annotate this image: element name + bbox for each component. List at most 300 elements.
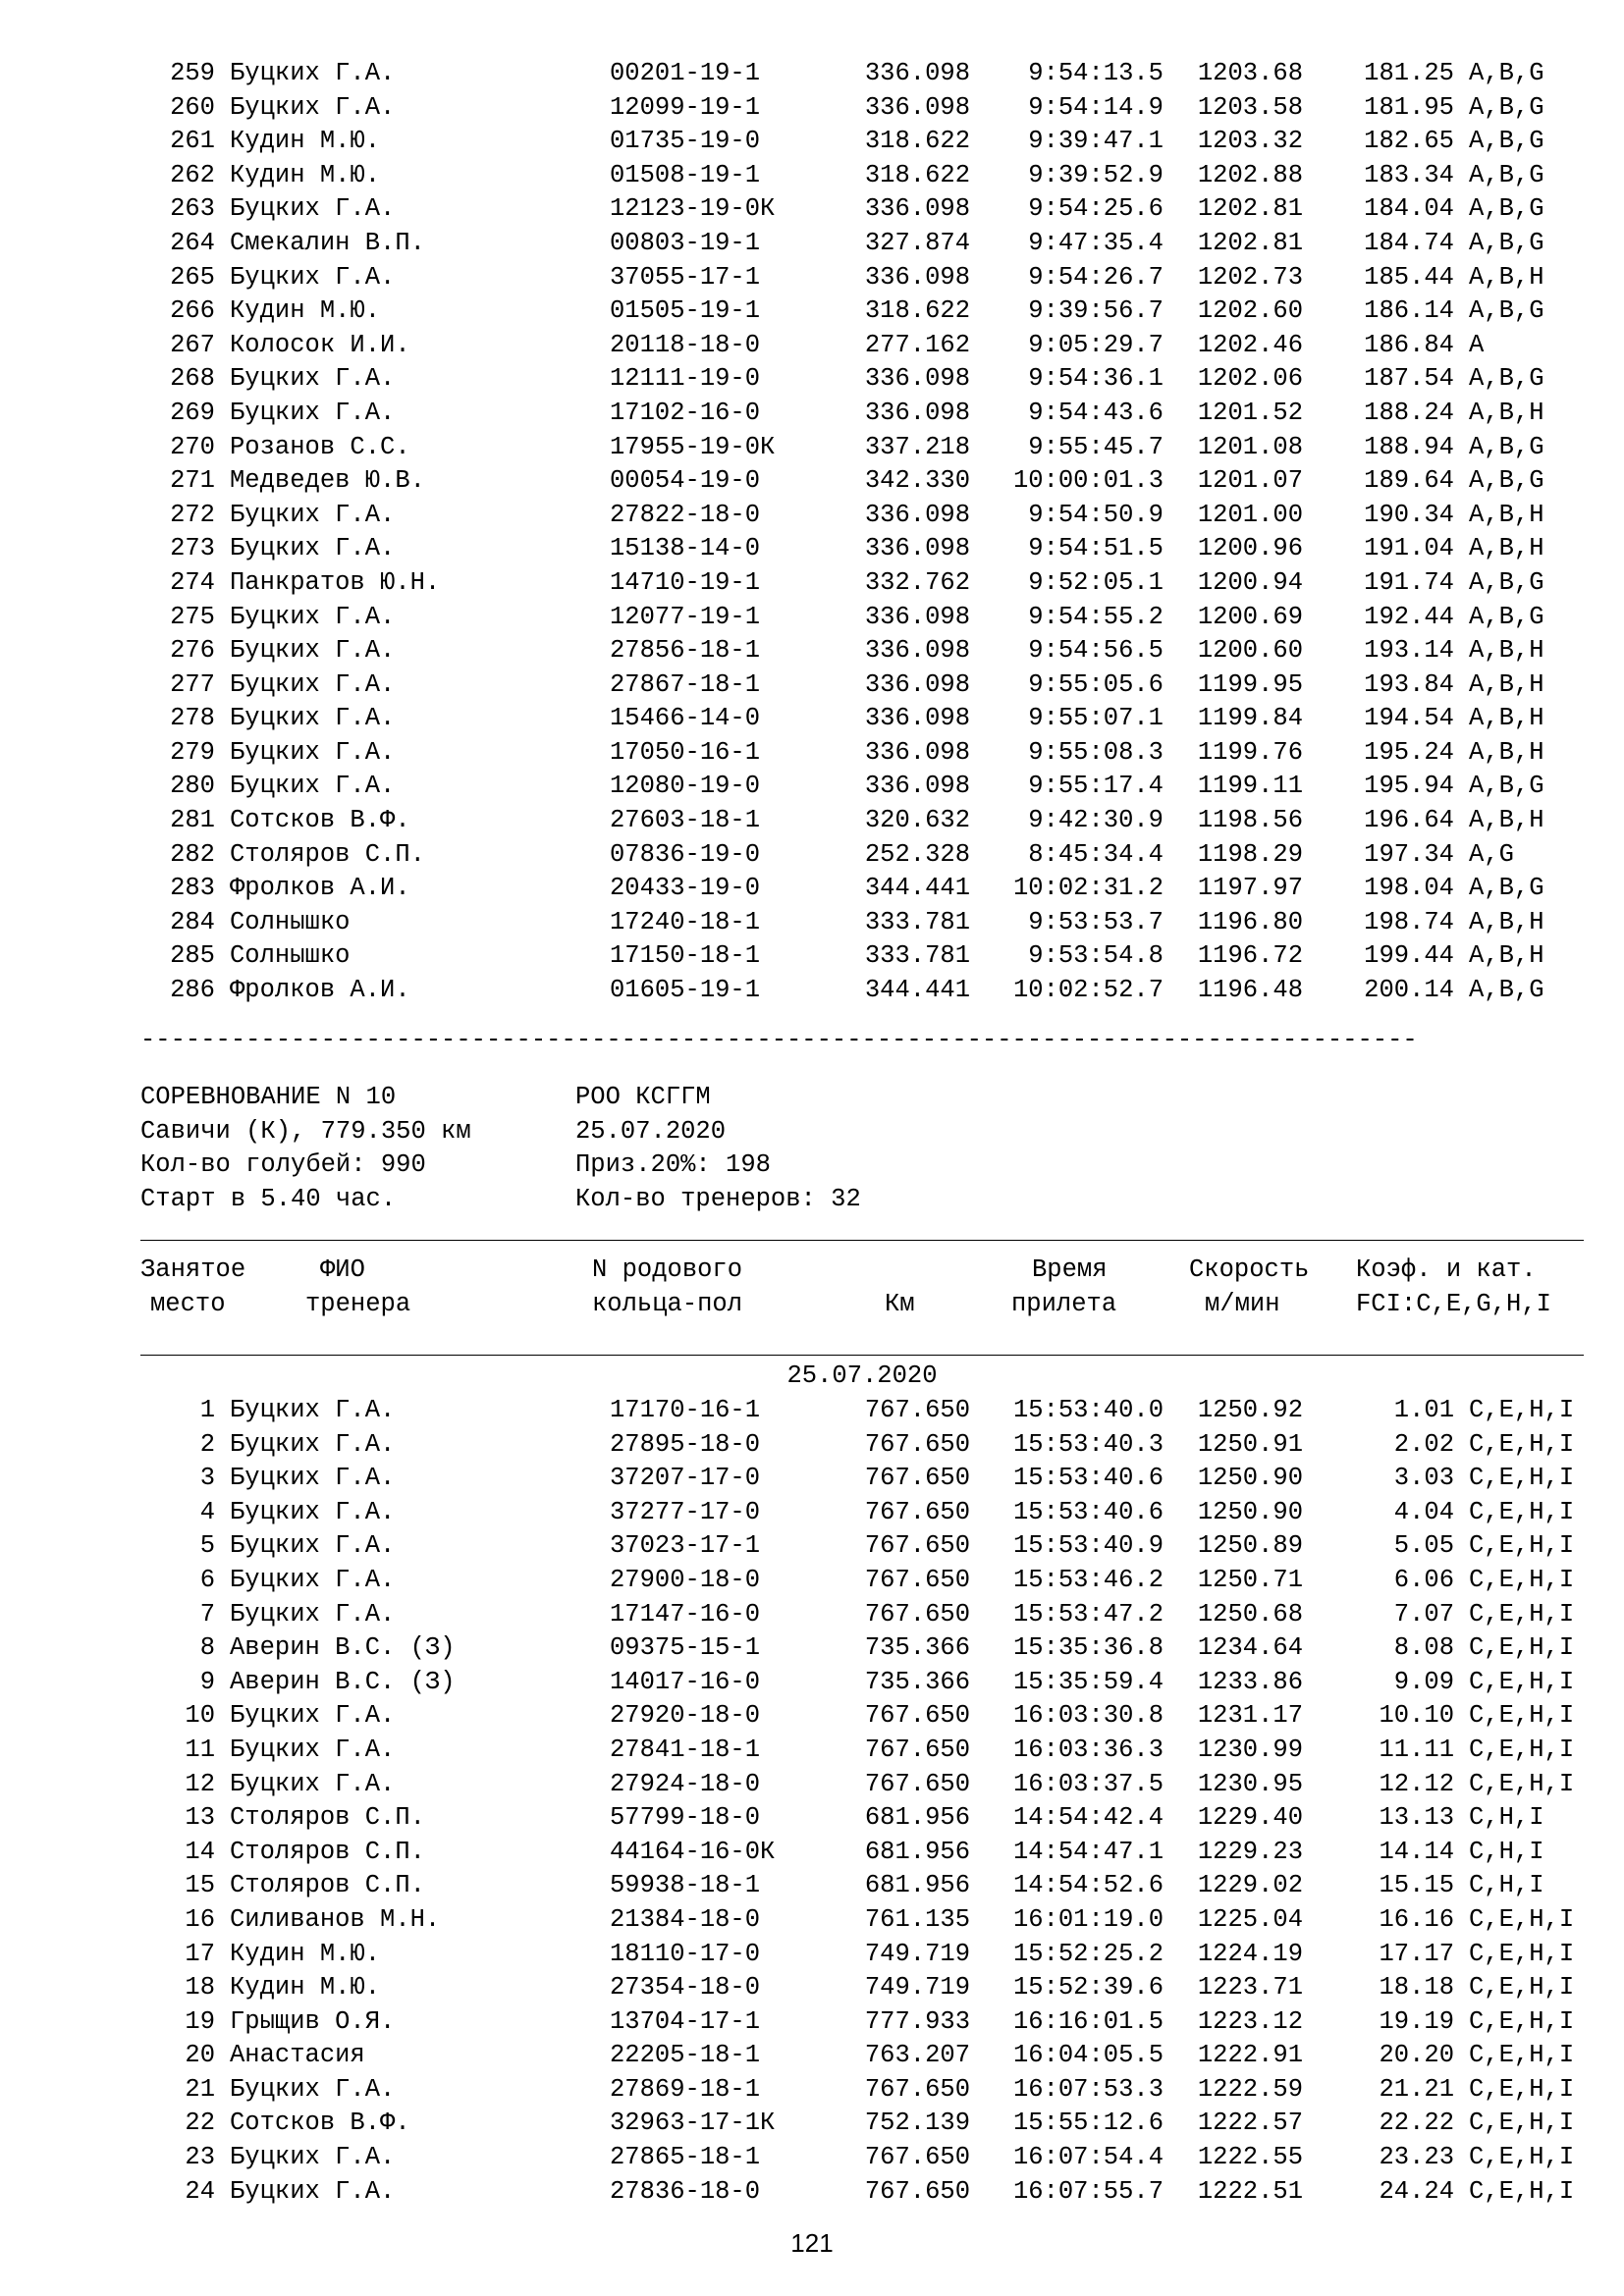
arrival-time-cell: 9:05:29.7: [1028, 330, 1164, 359]
ring-number-cell: 37207-17-0: [610, 1464, 761, 1493]
place-cell: 15: [185, 1871, 215, 1900]
distance-cell: 767.650: [864, 1701, 970, 1731]
arrival-time-cell: 9:55:07.1: [1028, 704, 1164, 733]
coefficient-cell: 200.14: [1364, 976, 1454, 1005]
trainer-name-cell: Колосок И.И.: [230, 330, 410, 359]
place-cell: 263: [170, 194, 215, 224]
distance-cell: 763.207: [864, 2041, 970, 2070]
prize-count: Приз.20%: 198: [575, 1150, 771, 1180]
distance-cell: 336.098: [864, 772, 970, 801]
speed-cell: 1230.99: [1197, 1735, 1303, 1764]
arrival-time-cell: 8:45:34.4: [1028, 839, 1164, 869]
trainer-name-cell: Столяров С.П.: [230, 1837, 425, 1866]
place-cell: 8: [199, 1633, 215, 1663]
trainer-name-cell: Силиванов М.Н.: [230, 1904, 441, 1934]
ring-number-cell: 27865-18-1: [610, 2143, 761, 2172]
place-cell: 278: [170, 704, 215, 733]
arrival-time-cell: 15:35:59.4: [1012, 1667, 1164, 1696]
distance-cell: 344.441: [864, 976, 970, 1005]
speed-cell: 1203.58: [1197, 92, 1303, 122]
place-cell: 5: [199, 1531, 215, 1561]
place-cell: 260: [170, 92, 215, 122]
coefficient-cell: 3.03: [1393, 1464, 1454, 1493]
trainer-name-cell: Фролков А.И.: [230, 976, 410, 1005]
coefficient-cell: 191.74: [1364, 567, 1454, 597]
category-cell: C,E,H,I: [1469, 2109, 1575, 2138]
arrival-time-cell: 9:54:36.1: [1028, 364, 1164, 394]
trainer-name-cell: Аверин В.С. (З): [230, 1633, 456, 1663]
organization: РОО КСГГМ: [575, 1083, 711, 1111]
header-top-rule: [140, 1240, 1584, 1241]
speed-cell: 1230.95: [1197, 1769, 1303, 1798]
header-time-2: прилета: [1011, 1290, 1117, 1318]
place-cell: 24: [185, 2176, 215, 2206]
header-ring-1: N родового: [592, 1255, 743, 1284]
place-cell: 18: [185, 1973, 215, 2002]
header-place-1: Занятое: [140, 1255, 246, 1284]
coefficient-cell: 11.11: [1379, 1735, 1454, 1764]
header-bottom-rule: [140, 1355, 1584, 1356]
arrival-time-cell: 9:39:56.7: [1028, 296, 1164, 326]
speed-cell: 1202.60: [1197, 296, 1303, 326]
speed-cell: 1203.68: [1197, 59, 1303, 87]
category-cell: A,B,H: [1469, 806, 1544, 835]
ring-number-cell: 14710-19-1: [610, 567, 761, 597]
header-place-2: место: [150, 1290, 226, 1318]
ring-number-cell: 17170-16-1: [610, 1396, 761, 1424]
category-cell: A,B,G: [1469, 92, 1544, 122]
category-cell: C,E,H,I: [1469, 1599, 1575, 1629]
arrival-time-cell: 9:42:30.9: [1028, 806, 1164, 835]
trainer-name-cell: Розанов С.С.: [230, 432, 410, 461]
ring-number-cell: 17240-18-1: [610, 907, 761, 936]
distance-cell: 336.098: [864, 534, 970, 563]
speed-cell: 1229.02: [1197, 1871, 1303, 1900]
trainer-name-cell: Фролков А.И.: [230, 874, 410, 903]
place-cell: 13: [185, 1803, 215, 1833]
distance-cell: 767.650: [864, 1429, 970, 1459]
ring-number-cell: 37023-17-1: [610, 1531, 761, 1561]
ring-number-cell: 15466-14-0: [610, 704, 761, 733]
trainer-name-cell: Буцких Г.А.: [230, 737, 396, 767]
speed-cell: 1199.76: [1197, 737, 1303, 767]
arrival-time-cell: 14:54:42.4: [1012, 1803, 1164, 1833]
distance-cell: 767.650: [864, 1497, 970, 1526]
arrival-time-cell: 9:54:26.7: [1028, 262, 1164, 292]
place-cell: 7: [199, 1599, 215, 1629]
trainer-name-cell: Буцких Г.А.: [230, 1497, 396, 1526]
trainer-name-cell: Сотсков В.Ф.: [230, 806, 410, 835]
trainer-name-cell: Буцких Г.А.: [230, 602, 396, 631]
category-cell: A,B,G: [1469, 160, 1544, 189]
distance-cell: 332.762: [864, 567, 970, 597]
category-cell: C,E,H,I: [1469, 1464, 1575, 1493]
ring-number-cell: 27603-18-1: [610, 806, 761, 835]
distance-cell: 318.622: [864, 160, 970, 189]
trainer-name-cell: Буцких Г.А.: [230, 500, 396, 529]
arrival-time-cell: 9:53:54.8: [1028, 941, 1164, 971]
coefficient-cell: 191.04: [1364, 534, 1454, 563]
trainer-name-cell: Буцких Г.А.: [230, 2074, 396, 2104]
speed-cell: 1250.92: [1197, 1396, 1303, 1424]
distance-cell: 318.622: [864, 296, 970, 326]
ring-number-cell: 27836-18-0: [610, 2176, 761, 2206]
arrival-time-cell: 9:55:08.3: [1028, 737, 1164, 767]
trainer-name-cell: Буцких Г.А.: [230, 636, 396, 666]
category-cell: A,B,G: [1469, 194, 1544, 224]
coefficient-cell: 186.84: [1364, 330, 1454, 359]
place-cell: 6: [199, 1565, 215, 1594]
trainer-name-cell: Буцких Г.А.: [230, 1565, 396, 1594]
place-cell: 1: [199, 1396, 215, 1424]
speed-cell: 1233.86: [1197, 1667, 1303, 1696]
ring-number-cell: 59938-18-1: [610, 1871, 761, 1900]
arrival-time-cell: 15:35:36.8: [1012, 1633, 1164, 1663]
trainer-name-cell: Смекалин В.П.: [230, 228, 425, 257]
place-cell: 2: [199, 1429, 215, 1459]
coefficient-cell: 196.64: [1364, 806, 1454, 835]
coefficient-cell: 8.08: [1393, 1633, 1454, 1663]
ring-number-cell: 12077-19-1: [610, 602, 761, 631]
distance-cell: 318.622: [864, 127, 970, 156]
trainer-name-cell: Буцких Г.А.: [230, 1701, 396, 1731]
place-cell: 274: [170, 567, 215, 597]
distance-cell: 735.366: [864, 1633, 970, 1663]
ring-number-cell: 32963-17-1К: [610, 2109, 776, 2138]
arrival-time-cell: 15:53:40.6: [1012, 1464, 1164, 1493]
ring-number-cell: 17955-19-0К: [610, 432, 776, 461]
distance-cell: 336.098: [864, 92, 970, 122]
trainer-name-cell: Буцких Г.А.: [230, 669, 396, 699]
distance-cell: 336.098: [864, 364, 970, 394]
arrival-time-cell: 16:03:30.8: [1012, 1701, 1164, 1731]
arrival-time-cell: 9:54:43.6: [1028, 398, 1164, 427]
trainer-name-cell: Буцких Г.А.: [230, 92, 396, 122]
arrival-time-cell: 16:07:54.4: [1012, 2143, 1164, 2172]
place-cell: 284: [170, 907, 215, 936]
ring-number-cell: 18110-17-0: [610, 1939, 761, 1968]
category-cell: C,E,H,I: [1469, 2041, 1575, 2070]
category-cell: A,B,H: [1469, 669, 1544, 699]
competition-title: СОРЕВНОВАНИЕ N 10: [140, 1083, 397, 1111]
speed-cell: 1222.51: [1197, 2176, 1303, 2206]
ring-number-cell: 00803-19-1: [610, 228, 761, 257]
coefficient-cell: 195.94: [1364, 772, 1454, 801]
trainer-name-cell: Сотсков В.Ф.: [230, 2109, 410, 2138]
distance-cell: 752.139: [864, 2109, 970, 2138]
ring-number-cell: 27900-18-0: [610, 1565, 761, 1594]
coefficient-cell: 188.24: [1364, 398, 1454, 427]
speed-cell: 1202.06: [1197, 364, 1303, 394]
category-cell: C,E,H,I: [1469, 2176, 1575, 2206]
category-cell: C,H,I: [1469, 1871, 1544, 1900]
coefficient-cell: 17.17: [1379, 1939, 1454, 1968]
place-cell: 12: [185, 1769, 215, 1798]
place-cell: 268: [170, 364, 215, 394]
trainer-name-cell: Буцких Г.А.: [230, 1735, 396, 1764]
coefficient-cell: 186.14: [1364, 296, 1454, 326]
speed-cell: 1196.72: [1197, 941, 1303, 971]
arrival-time-cell: 14:54:52.6: [1012, 1871, 1164, 1900]
ring-number-cell: 00054-19-0: [610, 466, 761, 496]
ring-number-cell: 14017-16-0: [610, 1667, 761, 1696]
page-number: 121: [790, 2228, 834, 2258]
trainer-name-cell: Буцких Г.А.: [230, 1464, 396, 1493]
arrival-time-cell: 16:03:37.5: [1012, 1769, 1164, 1798]
category-cell: C,E,H,I: [1469, 1497, 1575, 1526]
arrival-time-cell: 10:02:31.2: [1012, 874, 1164, 903]
speed-cell: 1225.04: [1197, 1904, 1303, 1934]
category-cell: A,B,H: [1469, 907, 1544, 936]
place-cell: 21: [185, 2074, 215, 2104]
category-cell: C,E,H,I: [1469, 1429, 1575, 1459]
place-cell: 22: [185, 2109, 215, 2138]
speed-cell: 1198.56: [1197, 806, 1303, 835]
header-fio-2: тренера: [305, 1290, 411, 1318]
ring-number-cell: 27895-18-0: [610, 1429, 761, 1459]
place-cell: 10: [185, 1701, 215, 1731]
category-cell: A,B,H: [1469, 500, 1544, 529]
distance-cell: 336.098: [864, 669, 970, 699]
header-time-1: Время: [1032, 1255, 1108, 1284]
speed-cell: 1199.84: [1197, 704, 1303, 733]
speed-cell: 1201.07: [1197, 466, 1303, 496]
arrival-time-cell: 9:47:35.4: [1028, 228, 1164, 257]
ring-number-cell: 27841-18-1: [610, 1735, 761, 1764]
place-cell: 17: [185, 1939, 215, 1968]
speed-cell: 1199.11: [1197, 772, 1303, 801]
arrival-time-cell: 15:55:12.6: [1012, 2109, 1164, 2138]
coefficient-cell: 12.12: [1379, 1769, 1454, 1798]
coefficient-cell: 4.04: [1393, 1497, 1454, 1526]
day-label: 25.07.2020: [786, 1362, 938, 1390]
place-cell: 276: [170, 636, 215, 666]
speed-cell: 1201.52: [1197, 398, 1303, 427]
place-cell: 259: [170, 59, 215, 87]
arrival-time-cell: 16:07:53.3: [1012, 2074, 1164, 2104]
trainer-name-cell: Буцких Г.А.: [230, 59, 396, 87]
speed-cell: 1250.90: [1197, 1497, 1303, 1526]
start-time: Старт в 5.40 час.: [140, 1184, 397, 1213]
speed-cell: 1197.97: [1197, 874, 1303, 903]
category-cell: C,E,H,I: [1469, 1701, 1575, 1731]
distance-cell: 749.719: [864, 1939, 970, 1968]
speed-cell: 1229.40: [1197, 1803, 1303, 1833]
distance-cell: 277.162: [864, 330, 970, 359]
speed-cell: 1223.71: [1197, 1973, 1303, 2002]
distance-cell: 336.098: [864, 262, 970, 292]
place-cell: 271: [170, 466, 215, 496]
trainer-name-cell: Анастасия: [230, 2041, 365, 2070]
place-cell: 9: [199, 1667, 215, 1696]
category-cell: A,B,H: [1469, 262, 1544, 292]
trainer-name-cell: Буцких Г.А.: [230, 364, 396, 394]
arrival-time-cell: 9:53:53.7: [1028, 907, 1164, 936]
distance-cell: 681.956: [864, 1803, 970, 1833]
coefficient-cell: 188.94: [1364, 432, 1454, 461]
trainer-name-cell: Буцких Г.А.: [230, 398, 396, 427]
trainer-name-cell: Буцких Г.А.: [230, 534, 396, 563]
place-cell: 275: [170, 602, 215, 631]
distance-cell: 767.650: [864, 2074, 970, 2104]
distance-cell: 681.956: [864, 1871, 970, 1900]
place-cell: 23: [185, 2143, 215, 2172]
speed-cell: 1202.73: [1197, 262, 1303, 292]
category-cell: C,E,H,I: [1469, 2143, 1575, 2172]
coefficient-cell: 9.09: [1393, 1667, 1454, 1696]
trainer-name-cell: Столяров С.П.: [230, 1803, 425, 1833]
coefficient-cell: 7.07: [1393, 1599, 1454, 1629]
distance-cell: 336.098: [864, 602, 970, 631]
arrival-time-cell: 9:55:17.4: [1028, 772, 1164, 801]
ring-number-cell: 15138-14-0: [610, 534, 761, 563]
trainer-name-cell: Кудин М.Ю.: [230, 1973, 381, 2002]
arrival-time-cell: 14:54:47.1: [1012, 1837, 1164, 1866]
coefficient-cell: 195.24: [1364, 737, 1454, 767]
category-cell: A,B,G: [1469, 127, 1544, 156]
coefficient-cell: 183.34: [1364, 160, 1454, 189]
coefficient-cell: 185.44: [1364, 262, 1454, 292]
category-cell: A,B,H: [1469, 704, 1544, 733]
category-cell: A,B,G: [1469, 772, 1544, 801]
category-cell: A,B,G: [1469, 228, 1544, 257]
place-cell: 16: [185, 1904, 215, 1934]
header-coef-2: FCI:C,E,G,H,I: [1356, 1290, 1551, 1318]
place-cell: 264: [170, 228, 215, 257]
birds-count: Кол-во голубей: 990: [140, 1150, 426, 1180]
coefficient-cell: 193.84: [1364, 669, 1454, 699]
arrival-time-cell: 15:52:25.2: [1012, 1939, 1164, 1968]
ring-number-cell: 12111-19-0: [610, 364, 761, 394]
distance-cell: 749.719: [864, 1973, 970, 2002]
coefficient-cell: 15.15: [1379, 1871, 1454, 1900]
category-cell: A,B,G: [1469, 296, 1544, 326]
place-cell: 261: [170, 127, 215, 156]
distance-cell: 337.218: [864, 432, 970, 461]
coefficient-cell: 23.23: [1379, 2143, 1454, 2172]
coefficient-cell: 22.22: [1379, 2109, 1454, 2138]
place-cell: 279: [170, 737, 215, 767]
ring-number-cell: 37277-17-0: [610, 1497, 761, 1526]
header-ring-2: кольца-пол: [592, 1290, 743, 1318]
category-cell: C,H,I: [1469, 1803, 1544, 1833]
competition-date: 25.07.2020: [575, 1116, 727, 1146]
speed-cell: 1222.55: [1197, 2143, 1303, 2172]
coefficient-cell: 184.04: [1364, 194, 1454, 224]
arrival-time-cell: 16:07:55.7: [1012, 2176, 1164, 2206]
trainer-name-cell: Буцких Г.А.: [230, 262, 396, 292]
category-cell: A,B,H: [1469, 398, 1544, 427]
speed-cell: 1200.94: [1197, 567, 1303, 597]
arrival-time-cell: 9:55:45.7: [1028, 432, 1164, 461]
ring-number-cell: 00201-19-1: [610, 59, 761, 87]
arrival-time-cell: 16:16:01.5: [1012, 2006, 1164, 2036]
header-coef-1: Коэф. и кат.: [1356, 1255, 1537, 1284]
coefficient-cell: 190.34: [1364, 500, 1454, 529]
ring-number-cell: 01735-19-0: [610, 127, 761, 156]
place-cell: 3: [199, 1464, 215, 1493]
category-cell: C,E,H,I: [1469, 2006, 1575, 2036]
ring-number-cell: 12123-19-0К: [610, 194, 776, 224]
coefficient-cell: 6.06: [1393, 1565, 1454, 1594]
category-cell: A,B,G: [1469, 567, 1544, 597]
speed-cell: 1250.68: [1197, 1599, 1303, 1629]
arrival-time-cell: 15:53:40.3: [1012, 1429, 1164, 1459]
category-cell: C,E,H,I: [1469, 1633, 1575, 1663]
coefficient-cell: 181.95: [1364, 92, 1454, 122]
distance-cell: 336.098: [864, 704, 970, 733]
category-cell: A,B,G: [1469, 432, 1544, 461]
ring-number-cell: 27867-18-1: [610, 669, 761, 699]
speed-cell: 1202.88: [1197, 160, 1303, 189]
arrival-time-cell: 15:52:39.6: [1012, 1973, 1164, 2002]
section-separator: -------------------------------------------------------------------------------------: [140, 1026, 1418, 1054]
distance-cell: 767.650: [864, 1565, 970, 1594]
place-cell: 20: [185, 2041, 215, 2070]
distance-cell: 342.330: [864, 466, 970, 496]
arrival-time-cell: 15:53:40.0: [1012, 1396, 1164, 1424]
distance-cell: 336.098: [864, 59, 970, 87]
coefficient-cell: 14.14: [1379, 1837, 1454, 1866]
trainer-name-cell: Кудин М.Ю.: [230, 127, 381, 156]
ring-number-cell: 12099-19-1: [610, 92, 761, 122]
speed-cell: 1203.32: [1197, 127, 1303, 156]
category-cell: A,G: [1469, 839, 1514, 869]
ring-number-cell: 22205-18-1: [610, 2041, 761, 2070]
category-cell: A,B,H: [1469, 534, 1544, 563]
category-cell: A,B,G: [1469, 59, 1544, 87]
trainer-name-cell: Буцких Г.А.: [230, 704, 396, 733]
distance-cell: 767.650: [864, 2143, 970, 2172]
header-fio-1: ФИО: [320, 1255, 365, 1284]
place-cell: 273: [170, 534, 215, 563]
distance-cell: 252.328: [864, 839, 970, 869]
distance-cell: 735.366: [864, 1667, 970, 1696]
trainer-name-cell: Кудин М.Ю.: [230, 296, 381, 326]
ring-number-cell: 44164-16-0К: [610, 1837, 776, 1866]
coefficient-cell: 5.05: [1393, 1531, 1454, 1561]
ring-number-cell: 17050-16-1: [610, 737, 761, 767]
arrival-time-cell: 9:54:55.2: [1028, 602, 1164, 631]
distance-cell: 767.650: [864, 1769, 970, 1798]
category-cell: A,B,G: [1469, 602, 1544, 631]
category-cell: C,E,H,I: [1469, 1531, 1575, 1561]
category-cell: C,E,H,I: [1469, 1973, 1575, 2002]
speed-cell: 1250.90: [1197, 1464, 1303, 1493]
ring-number-cell: 21384-18-0: [610, 1904, 761, 1934]
trainers-count: Кол-во тренеров: 32: [575, 1184, 861, 1213]
ring-number-cell: 01508-19-1: [610, 160, 761, 189]
arrival-time-cell: 10:02:52.7: [1012, 976, 1164, 1005]
trainer-name-cell: Грыщив О.Я.: [230, 2006, 396, 2036]
coefficient-cell: 2.02: [1393, 1429, 1454, 1459]
category-cell: A,B,G: [1469, 976, 1544, 1005]
place-cell: 267: [170, 330, 215, 359]
place-cell: 14: [185, 1837, 215, 1866]
speed-cell: 1250.89: [1197, 1531, 1303, 1561]
header-speed-1: Скорость: [1189, 1255, 1310, 1284]
place-cell: 272: [170, 500, 215, 529]
speed-cell: 1224.19: [1197, 1939, 1303, 1968]
arrival-time-cell: 16:03:36.3: [1012, 1735, 1164, 1764]
coefficient-cell: 20.20: [1379, 2041, 1454, 2070]
trainer-name-cell: Буцких Г.А.: [230, 2143, 396, 2172]
place-cell: 286: [170, 976, 215, 1005]
category-cell: C,E,H,I: [1469, 1735, 1575, 1764]
category-cell: C,E,H,I: [1469, 1769, 1575, 1798]
coefficient-cell: 193.14: [1364, 636, 1454, 666]
speed-cell: 1222.57: [1197, 2109, 1303, 2138]
